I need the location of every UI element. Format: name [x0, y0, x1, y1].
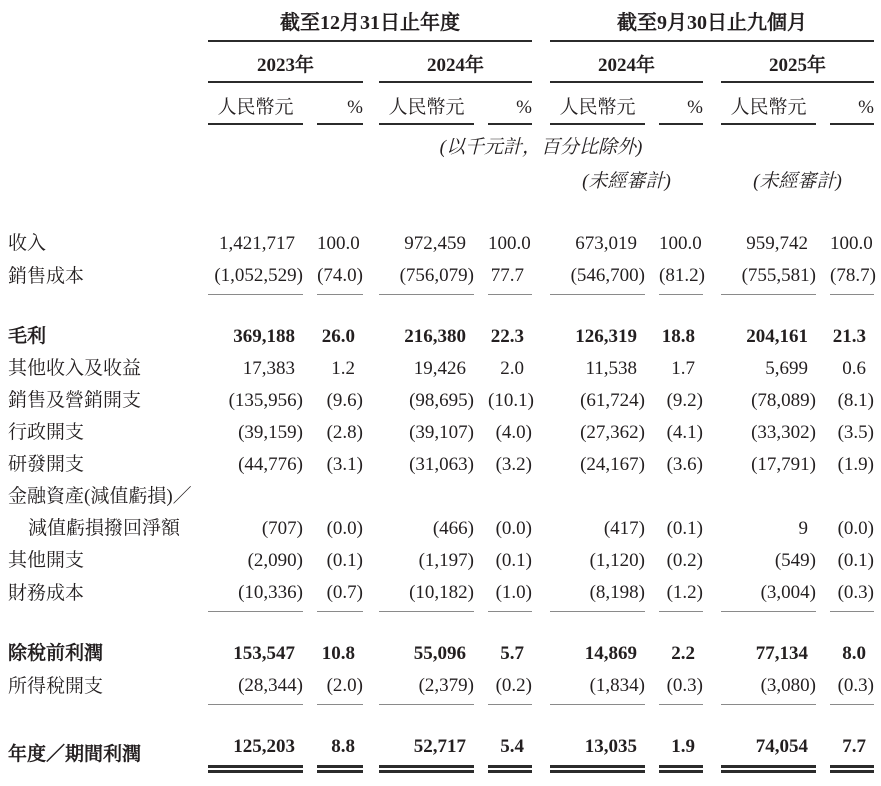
year-header-row: [8, 50, 874, 83]
column-gap: [816, 573, 830, 581]
percent-value: [830, 509, 874, 517]
percent-value: (8.1): [837, 390, 874, 411]
table-row: [8, 357, 874, 389]
column-gap: [816, 541, 830, 549]
column-gap: [474, 349, 488, 357]
column-gap: [532, 606, 550, 612]
unit-header-row: [8, 92, 874, 125]
column-gap: [645, 256, 659, 264]
percent-header: %: [488, 97, 532, 125]
column-gap: [303, 666, 317, 674]
column-gap: [532, 256, 550, 264]
column-gap: [703, 541, 721, 549]
column-gap: [303, 413, 317, 421]
column-gap: [532, 289, 550, 295]
percent-value: 26.0: [321, 326, 355, 347]
column-gap: [532, 666, 550, 674]
percent-value: (1.0): [488, 581, 532, 612]
row-label: 銷售成本: [8, 266, 85, 287]
column-gap: [363, 256, 379, 264]
table-row: [8, 421, 874, 453]
column-gap: [363, 767, 379, 773]
column-gap: [474, 509, 488, 517]
column-gap: [532, 349, 550, 357]
rmb-value: (135,956): [228, 390, 303, 411]
row-label: 除稅前利潤: [8, 643, 104, 664]
percent-value: 2.0: [500, 358, 524, 379]
row-label: 收入: [8, 233, 47, 254]
percent-value: (4.1): [666, 422, 703, 443]
column-gap: [816, 767, 830, 773]
percent-value: (0.1): [495, 550, 532, 571]
percent-value: (1.9): [837, 454, 874, 475]
currency-header: 人民幣元: [550, 92, 645, 125]
column-gap: [474, 256, 488, 264]
rmb-value: 5,699: [765, 358, 808, 379]
percent-value: 5.4: [488, 735, 532, 773]
column-gap: [474, 289, 488, 295]
column-gap: [645, 349, 659, 357]
column-gap: [303, 541, 317, 549]
percent-value: 10.8: [321, 643, 355, 664]
row-label: 金融資產(減值虧損)／: [8, 486, 192, 507]
column-gap: [703, 413, 721, 421]
rmb-value: (466): [432, 518, 474, 539]
column-gap: [645, 445, 659, 453]
column-gap: [816, 509, 830, 517]
column-gap: [645, 509, 659, 517]
percent-value: (10.1): [488, 390, 534, 411]
column-gap: [363, 289, 379, 295]
column-gap: [363, 541, 379, 549]
row-label: 研發開支: [8, 454, 85, 475]
column-gap: [645, 699, 659, 705]
currency-header: 人民幣元: [208, 92, 303, 125]
percent-value: 22.3: [490, 326, 524, 347]
column-gap: [303, 509, 317, 517]
rmb-value: 216,380: [404, 326, 466, 347]
rmb-value: [208, 509, 303, 517]
column-gap: [645, 477, 659, 485]
percent-value: (0.3): [659, 674, 703, 705]
rmb-value: (546,700): [550, 264, 645, 295]
column-gap: [703, 381, 721, 389]
column-gap: [703, 349, 721, 357]
rmb-value: 153,547: [233, 643, 295, 664]
column-gap: [703, 289, 721, 295]
column-gap: [474, 445, 488, 453]
column-gap: [363, 699, 379, 705]
percent-value: (3.1): [326, 454, 363, 475]
rmb-value: 9: [798, 518, 808, 539]
rmb-value: (44,776): [238, 454, 303, 475]
column-gap: [532, 767, 550, 773]
rmb-value: (1,052,529): [208, 264, 303, 295]
percent-value: 21.3: [832, 326, 866, 347]
rmb-value: (10,182): [379, 581, 474, 612]
rmb-value: (2,090): [247, 550, 303, 571]
percent-value: (74.0): [317, 264, 363, 295]
rmb-value: (17,791): [751, 454, 816, 475]
year-header-2023: 2023年: [208, 50, 363, 83]
percent-value: (3.6): [666, 454, 703, 475]
column-gap: [474, 541, 488, 549]
column-gap: [303, 445, 317, 453]
percent-value: (2.8): [326, 422, 363, 443]
percent-value: (78.7): [830, 264, 874, 295]
rmb-value: (98,695): [409, 390, 474, 411]
period-group-title-annual: 截至12月31日止年度: [208, 6, 532, 42]
rmb-value: (10,336): [208, 581, 303, 612]
column-gap: [363, 477, 379, 485]
percent-value: (81.2): [659, 264, 703, 295]
column-gap: [363, 381, 379, 389]
column-gap: [303, 699, 317, 705]
rmb-value: (755,581): [721, 264, 816, 295]
table-row: [8, 735, 874, 773]
rmb-value: 369,188: [233, 326, 295, 347]
rmb-value: (28,344): [208, 674, 303, 705]
unaudited-note: (未經審計): [582, 171, 671, 192]
rmb-value: 673,019: [575, 233, 637, 254]
rmb-value: 13,035: [550, 735, 645, 773]
column-gap: [532, 699, 550, 705]
percent-header: %: [317, 97, 363, 125]
rmb-value: 1,421,717: [219, 233, 295, 254]
column-gap: [645, 289, 659, 295]
column-gap: [363, 573, 379, 581]
column-gap: [645, 381, 659, 389]
percent-value: 100.0: [317, 233, 360, 254]
column-gap: [703, 477, 721, 485]
rmb-value: (39,159): [238, 422, 303, 443]
column-gap: [363, 509, 379, 517]
column-gap: [363, 606, 379, 612]
percent-value: 0.6: [842, 358, 866, 379]
percent-value: (0.7): [317, 581, 363, 612]
rmb-value: (549): [774, 550, 816, 571]
row-label: 銷售及營銷開支: [8, 390, 142, 411]
percent-value: 100.0: [488, 233, 531, 254]
column-gap: [363, 413, 379, 421]
year-header-2024-9m: 2024年: [550, 50, 703, 83]
column-gap: [532, 445, 550, 453]
percent-value: 8.0: [842, 643, 866, 664]
column-gap: [532, 413, 550, 421]
rmb-value: 17,383: [242, 358, 295, 379]
row-label: 其他開支: [8, 550, 85, 571]
table-row: [8, 232, 874, 264]
rmb-value: (2,379): [379, 674, 474, 705]
column-gap: [303, 256, 317, 264]
percent-value: 1.2: [331, 358, 355, 379]
rmb-value: 126,319: [575, 326, 637, 347]
table-row: [8, 642, 874, 674]
percent-value: (0.0): [837, 518, 874, 539]
percent-value: (3.5): [837, 422, 874, 443]
unaudited-note: (未經審計): [753, 171, 842, 192]
units-note: (以千元計，百分比除外): [439, 137, 643, 158]
row-label: 財務成本: [8, 583, 85, 604]
column-gap: [474, 573, 488, 581]
percent-value: [488, 509, 532, 517]
column-gap: [474, 767, 488, 773]
percent-value: (0.1): [837, 550, 874, 571]
rmb-value: (39,107): [409, 422, 474, 443]
rmb-value: (3,004): [721, 581, 816, 612]
column-gap: [645, 413, 659, 421]
percent-value: 100.0: [830, 233, 873, 254]
rmb-value: (3,080): [721, 674, 816, 705]
percent-value: (0.2): [666, 550, 703, 571]
column-gap: [474, 381, 488, 389]
column-gap: [816, 445, 830, 453]
rmb-value: [550, 509, 645, 517]
column-gap: [303, 606, 317, 612]
column-gap: [532, 541, 550, 549]
column-gap: [816, 256, 830, 264]
column-gap: [816, 477, 830, 485]
column-gap: [645, 666, 659, 674]
column-gap: [532, 381, 550, 389]
column-gap: [532, 509, 550, 517]
column-gap: [363, 349, 379, 357]
percent-value: 5.7: [500, 643, 524, 664]
column-gap: [816, 349, 830, 357]
percent-value: (3.2): [495, 454, 532, 475]
row-label: 毛利: [8, 326, 47, 347]
column-gap: [703, 256, 721, 264]
column-gap: [303, 767, 317, 773]
table-row: [8, 581, 874, 612]
rmb-value: 77,134: [755, 643, 808, 664]
percent-value: (0.0): [495, 518, 532, 539]
column-gap: [363, 666, 379, 674]
percent-value: (0.3): [830, 581, 874, 612]
column-gap: [532, 573, 550, 581]
rmb-value: (756,079): [379, 264, 474, 295]
table-row: [8, 674, 874, 705]
rmb-value: (8,198): [550, 581, 645, 612]
financial-table-body: [8, 232, 874, 773]
percent-value: 2.2: [671, 643, 695, 664]
column-gap: [645, 541, 659, 549]
rmb-value: (1,120): [589, 550, 645, 571]
percent-value: [659, 509, 703, 517]
percent-header: %: [830, 97, 874, 125]
rmb-value: 55,096: [413, 643, 466, 664]
column-gap: [703, 767, 721, 773]
rmb-value: 972,459: [404, 233, 466, 254]
column-gap: [703, 666, 721, 674]
table-row: [8, 389, 874, 421]
percent-value: (0.2): [488, 674, 532, 705]
row-label: 其他收入及收益: [8, 358, 142, 379]
row-label: 所得稅開支: [8, 676, 104, 697]
table-row: [8, 517, 874, 549]
table-row: [8, 325, 874, 357]
column-gap: [816, 699, 830, 705]
rmb-value: 74,054: [721, 735, 816, 773]
column-gap: [474, 606, 488, 612]
percent-value: (0.1): [326, 550, 363, 571]
column-gap: [303, 477, 317, 485]
column-gap: [532, 477, 550, 485]
rmb-value: (417): [603, 518, 645, 539]
rmb-value: (61,724): [580, 390, 645, 411]
column-gap: [703, 573, 721, 581]
column-gap: [703, 699, 721, 705]
rmb-value: (1,197): [418, 550, 474, 571]
year-header-2024: 2024年: [379, 50, 532, 83]
column-gap: [303, 289, 317, 295]
percent-header: %: [659, 97, 703, 125]
unaudited-note-row: [8, 166, 874, 193]
rmb-value: 11,538: [585, 358, 637, 379]
row-label: 行政開支: [8, 422, 85, 443]
column-gap: [703, 606, 721, 612]
column-gap: [816, 666, 830, 674]
rmb-value: (1,834): [550, 674, 645, 705]
rmb-value: 959,742: [746, 233, 808, 254]
rmb-value: 52,717: [379, 735, 474, 773]
percent-value: 1.7: [671, 358, 695, 379]
percent-value: (9.2): [666, 390, 703, 411]
rmb-value: 14,869: [584, 643, 637, 664]
rmb-value: 19,426: [413, 358, 466, 379]
column-gap: [816, 289, 830, 295]
table-row: [8, 264, 874, 295]
column-gap: [816, 381, 830, 389]
percent-value: 18.8: [661, 326, 695, 347]
year-header-2025-9m: 2025年: [721, 50, 874, 83]
column-gap: [645, 573, 659, 581]
period-group-header-row: [8, 6, 874, 42]
percent-value: (2.0): [317, 674, 363, 705]
percent-value: 7.7: [830, 735, 874, 773]
rmb-value: (33,302): [751, 422, 816, 443]
percent-value: (4.0): [495, 422, 532, 443]
rmb-value: (707): [261, 518, 303, 539]
column-gap: [303, 573, 317, 581]
column-gap: [363, 445, 379, 453]
column-gap: [645, 767, 659, 773]
percent-value: 100.0: [659, 233, 702, 254]
rmb-value: (31,063): [409, 454, 474, 475]
rmb-value: (27,362): [580, 422, 645, 443]
column-gap: [474, 477, 488, 485]
column-gap: [303, 349, 317, 357]
row-label: 年度／期間利潤: [8, 744, 142, 765]
column-gap: [645, 606, 659, 612]
currency-header: 人民幣元: [379, 92, 474, 125]
period-group-title-nine-months: 截至9月30日止九個月: [550, 6, 874, 42]
percent-value: [317, 509, 363, 517]
units-note-row: [8, 132, 874, 159]
rmb-value: 204,161: [746, 326, 808, 347]
column-gap: [703, 445, 721, 453]
column-gap: [303, 381, 317, 389]
percent-value: (0.0): [326, 518, 363, 539]
column-gap: [816, 413, 830, 421]
percent-value: (9.6): [326, 390, 363, 411]
column-gap: [474, 699, 488, 705]
rmb-value: [721, 509, 816, 517]
percent-value: 77.7: [488, 264, 532, 295]
row-label: 減值虧損撥回淨額: [28, 518, 181, 539]
percent-value: 8.8: [317, 735, 363, 773]
rmb-value: (24,167): [580, 454, 645, 475]
currency-header: 人民幣元: [721, 92, 816, 125]
column-gap: [474, 666, 488, 674]
table-row: [8, 485, 874, 517]
rmb-value: 125,203: [208, 735, 303, 773]
percent-value: (0.3): [830, 674, 874, 705]
column-gap: [816, 606, 830, 612]
table-row: [8, 453, 874, 485]
column-gap: [703, 509, 721, 517]
rmb-value: [379, 509, 474, 517]
rmb-value: (78,089): [751, 390, 816, 411]
column-gap: [474, 413, 488, 421]
table-row: [8, 549, 874, 581]
percent-value: (0.1): [666, 518, 703, 539]
percent-value: (1.2): [659, 581, 703, 612]
percent-value: 1.9: [659, 735, 703, 773]
